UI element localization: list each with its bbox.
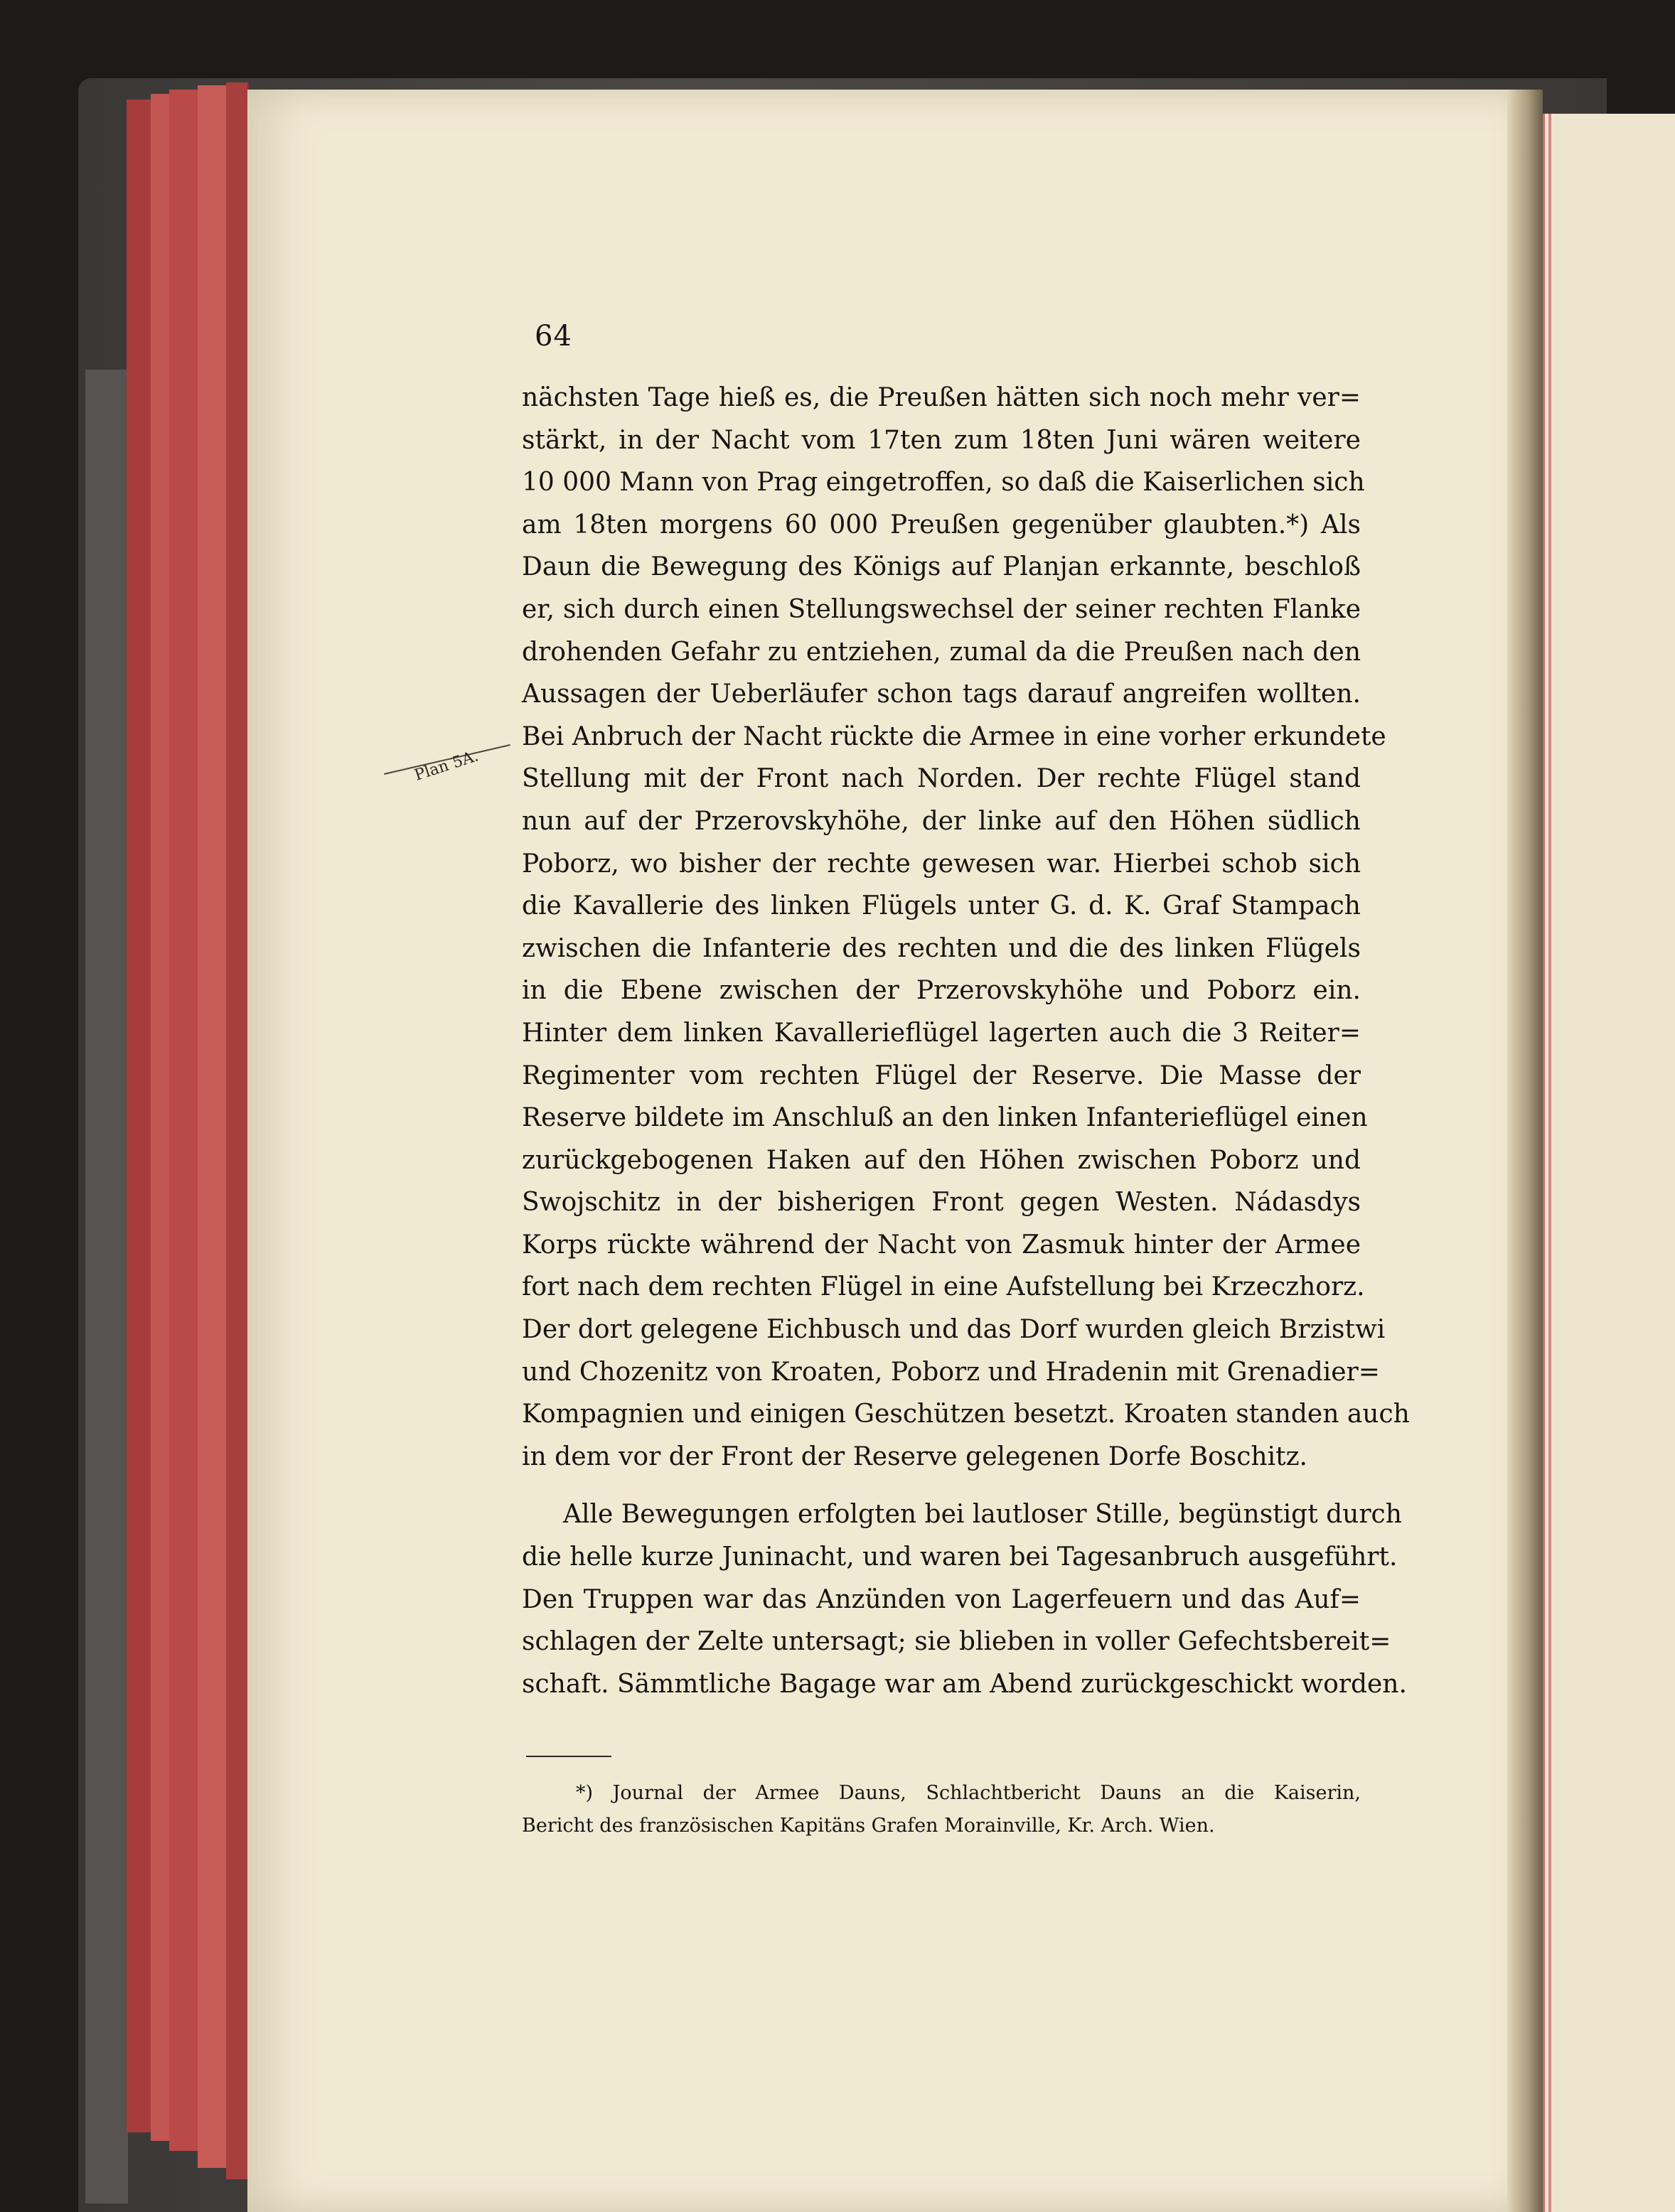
text-line: er, sich durch einen Stellungswechsel der seiner rechten Flanke	[522, 594, 1361, 624]
facing-page	[1543, 114, 1675, 2212]
facing-page-edge	[1548, 114, 1551, 2212]
text-line: schlagen der Zelte untersagt; sie blieben in voller Gefechtsbereit=	[522, 1627, 1391, 1657]
text-line: die Kavallerie des linken Flügels unter G. d. K. Graf Stampach	[522, 891, 1361, 921]
footnote	[522, 1777, 1361, 1842]
paragraph	[522, 377, 1410, 1478]
text-line: nächsten Tage hieß es, die Preußen hätten sich noch mehr ver=	[522, 383, 1361, 412]
text-line: schaft. Sämmtliche Bagage war am Abend zurückgeschickt worden.	[522, 1669, 1407, 1699]
text-line: Poborz, wo bisher der rechte gewesen war. Hierbei schob sich	[522, 849, 1361, 879]
text-line: Bei Anbruch der Nacht rückte die Armee in eine vorher erkundete	[522, 721, 1386, 751]
text-line: drohenden Gefahr zu entziehen, zumal da die Preußen nach den	[522, 637, 1361, 667]
text-line: Swojschitz in der bisherigen Front gegen Westen. Nádasdys	[522, 1188, 1361, 1218]
text-line: in die Ebene zwischen der Przerovskyhöhe und Poborz ein.	[522, 976, 1361, 1006]
margin-note: Plan 5A.	[412, 747, 481, 785]
footnote-line: *) Journal der Armee Dauns, Schlachtbericht Dauns an die Kaiserin,	[576, 1782, 1361, 1804]
text-line: die helle kurze Juninacht, und waren bei Tagesanbruch ausgeführt.	[522, 1542, 1398, 1572]
body-text	[522, 377, 1410, 1705]
text-line: Hinter dem linken Kavallerieflügel lagerten auch die 3 Reiter=	[522, 1018, 1361, 1048]
text-line: 10 000 Mann von Prag eingetroffen, so daß die Kaiserlichen sich	[522, 468, 1365, 498]
text-line: fort nach dem rechten Flügel in eine Aufstellung bei Krzeczhorz.	[522, 1272, 1365, 1302]
page-edges	[151, 94, 171, 2141]
text-line: und Chozenitz von Kroaten, Poborz und Hradenin mit Grenadier=	[522, 1357, 1380, 1387]
page-edges	[127, 100, 152, 2132]
footnote-line: Bericht des französischen Kapitäns Grafen Morainville, Kr. Arch. Wien.	[522, 1815, 1215, 1837]
book-gutter	[1507, 90, 1543, 2212]
text-line: Alle Bewegungen erfolgten bei lautloser Stille, begünstigt durch	[563, 1500, 1402, 1530]
text-line: Aussagen der Ueberläufer schon tags darauf angreifen wollten.	[522, 680, 1361, 709]
book-spine-cloth	[85, 370, 128, 2203]
text-line: nun auf der Przerovskyhöhe, der linke auf den Höhen südlich	[522, 806, 1361, 836]
text-line: Reserve bildete im Anschluß an den linken Infanterieflügel einen	[522, 1103, 1368, 1133]
text-line: Den Truppen war das Anzünden von Lagerfeuern und das Auf=	[522, 1584, 1361, 1614]
footnote-rule	[526, 1756, 611, 1757]
text-line: am 18ten morgens 60 000 Preußen gegenüber glaubten.*) Als	[522, 510, 1361, 539]
text-line: Kompagnien und einigen Geschützen besetzt. Kroaten standen auch	[522, 1400, 1410, 1429]
text-line: stärkt, in der Nacht vom 17ten zum 18ten Juni wären weitere	[522, 425, 1361, 455]
page-edges	[226, 82, 249, 2179]
text-line: in dem vor der Front der Reserve gelegenen Dorfe Boschitz.	[522, 1441, 1307, 1471]
page-edges	[198, 85, 228, 2168]
text-line: Der dort gelegene Eichbusch und das Dorf wurden gleich Brzistwi	[522, 1315, 1386, 1345]
page-edges	[169, 90, 199, 2151]
text-line: zwischen die Infanterie des rechten und die des linken Flügels	[522, 933, 1361, 963]
text-line: Daun die Bewegung des Königs auf Planjan erkannte, beschloß	[522, 552, 1361, 582]
text-line: Regimenter vom rechten Flügel der Reserve. Die Masse der	[522, 1061, 1361, 1090]
text-line: Korps rückte während der Nacht von Zasmuk hinter der Armee	[522, 1230, 1361, 1260]
paragraph	[522, 1493, 1407, 1705]
text-line: Stellung mit der Front nach Norden. Der rechte Flügel stand	[522, 764, 1361, 794]
page-number: 64	[535, 320, 572, 353]
text-line: zurückgebogenen Haken auf den Höhen zwischen Poborz und	[522, 1145, 1361, 1175]
paragraph-gap	[522, 1478, 1361, 1493]
